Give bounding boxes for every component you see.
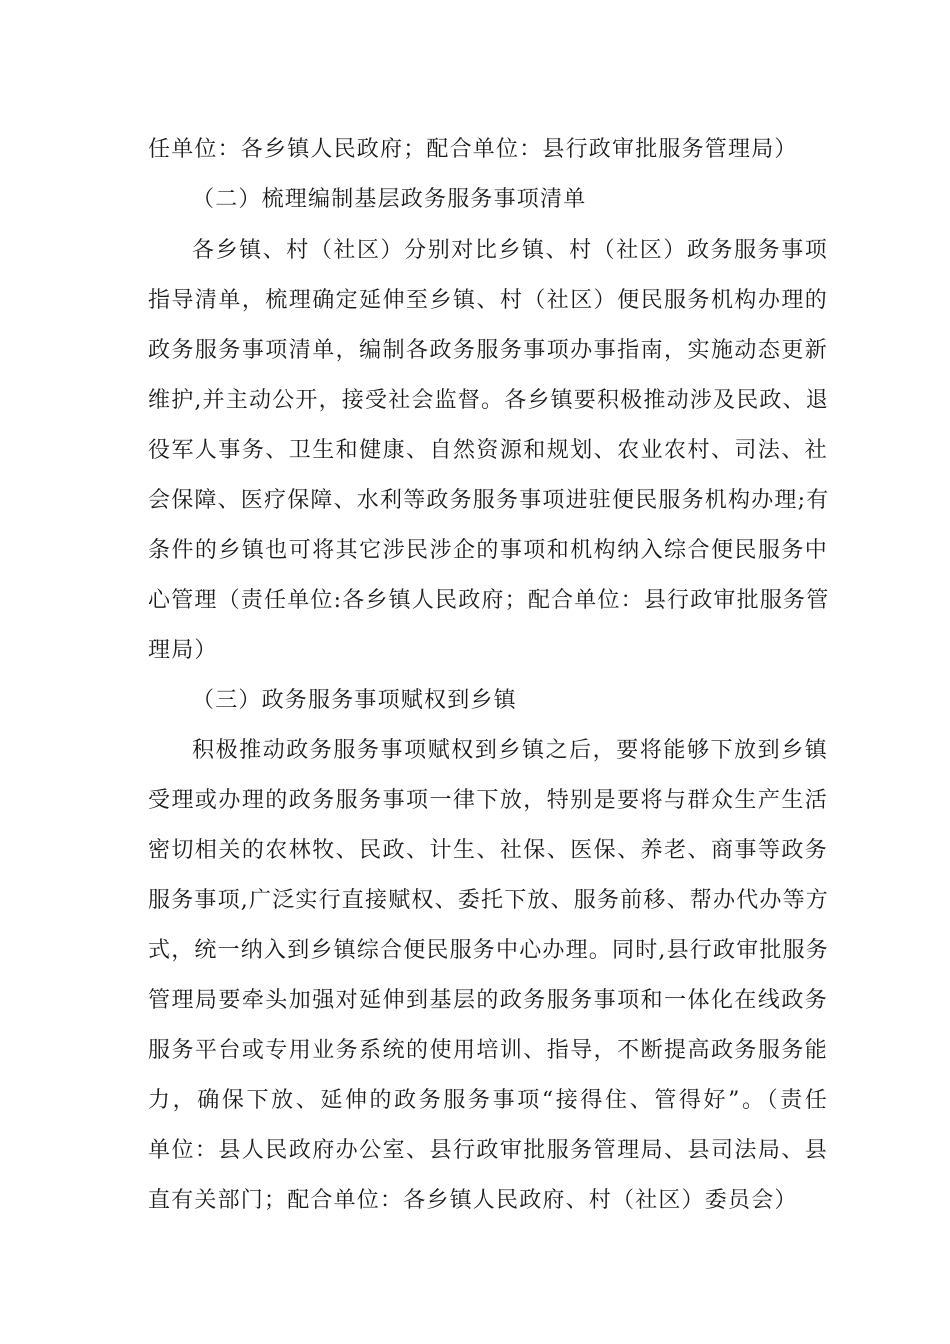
paragraph-line: 积极推动政务服务事项赋权到乡镇之后，要将能够下放到乡镇 [192,738,828,763]
paragraph-line: 政务服务事项清单，编制各政务服务事项办事指南，实施动态更新 [148,338,828,363]
paragraph-line: 指导清单，梳理确定延伸至乡镇、村（社区）便民服务机构办理的 [148,288,828,313]
paragraph-line: 役军人事务、卫生和健康、自然资源和规划、农业农村、司法、社 [148,438,828,463]
paragraph-line: 受理或办理的政务服务事项一律下放，特别是要将与群众生产生活 [148,788,828,813]
paragraph-line: 密切相关的农林牧、民政、计生、社保、医保、养老、商事等政务 [148,838,828,863]
paragraph-line: 心管理（责任单位:各乡镇人民政府；配合单位：县行政审批服务管 [148,588,830,613]
paragraph-line: 直有关部门；配合单位：各乡镇人民政府、村（社区）委员会） [148,1188,798,1213]
paragraph-line: 管理局要牵头加强对延伸到基层的政务服务事项和一体化在线政务 [148,988,828,1013]
section-heading-3: （三）政务服务事项赋权到乡镇 [192,688,517,713]
paragraph-line: 单位：县人民政府办公室、县行政审批服务管理局、县司法局、县 [148,1138,828,1163]
paragraph-line: 条件的乡镇也可将其它涉民涉企的事项和机构纳入综合便民服务中 [148,538,828,563]
section-heading-2: （二）梳理编制基层政务服务事项清单 [192,187,587,212]
paragraph-line: 各乡镇、村（社区）分别对比乡镇、村（社区）政务服务事项 [192,238,828,263]
paragraph-line: 任单位：各乡镇人民政府；配合单位：县行政审批服务管理局） [148,137,798,162]
paragraph-line: 服务平台或专用业务系统的使用培训、指导，不断提高政务服务能 [148,1038,828,1063]
paragraph-line: 理局） [148,638,218,663]
paragraph-line: 会保障、医疗保障、水利等政务服务事项进驻便民服务机构办理;有 [148,488,830,513]
paragraph-line: 维护,并主动公开，接受社会监督。各乡镇要积极推动涉及民政、退 [148,388,829,413]
paragraph-line: 式，统一纳入到乡镇综合便民服务中心办理。同时,县行政审批服务 [148,938,829,963]
paragraph-line: 服务事项,广泛实行直接赋权、委托下放、服务前移、帮办代办等方 [148,888,829,913]
paragraph-line: 力，确保下放、延伸的政务服务事项“接得住、管得好”。（责任 [148,1088,828,1113]
